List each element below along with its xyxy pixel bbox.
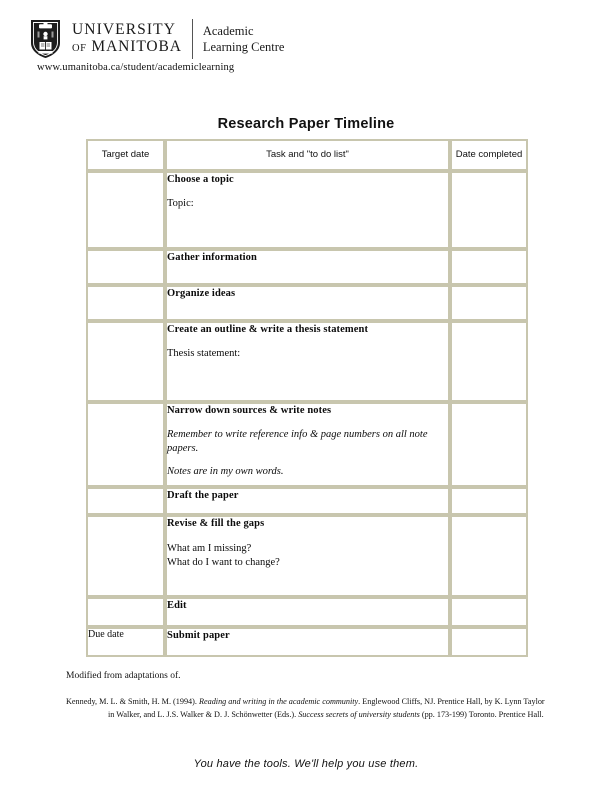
wordmark-university-name [72, 17, 192, 61]
table-row [86, 627, 528, 657]
task-title: Edit [167, 600, 187, 611]
wordmark-line-university: UNIVERSITY [72, 21, 176, 38]
date-completed-cell[interactable] [450, 515, 528, 597]
task-cell [165, 285, 450, 321]
task-title: Draft the paper [167, 490, 239, 501]
task-question: What am I missing? [167, 543, 252, 554]
department-url: www.umanitoba.ca/student/academiclearning [37, 62, 235, 73]
citation-text [66, 696, 548, 721]
date-completed-cell[interactable] [450, 487, 528, 515]
wordmark-manitoba: MANITOBA [91, 38, 182, 55]
date-completed-cell[interactable] [450, 171, 528, 249]
table-row [86, 321, 528, 402]
table-header-row [86, 139, 528, 171]
citation-block [66, 696, 548, 721]
task-title: Choose a topic [167, 174, 234, 185]
university-wordmark [72, 17, 284, 61]
task-note-italic: Notes are in my own words. [167, 466, 284, 477]
task-cell [165, 402, 450, 487]
research-paper-timeline-table [86, 139, 528, 657]
task-cell [165, 515, 450, 597]
target-date-cell[interactable] [86, 515, 165, 597]
university-crest-icon [30, 19, 61, 59]
date-completed-cell[interactable] [450, 627, 528, 657]
task-cell [165, 597, 450, 627]
task-title: Narrow down sources & write notes [167, 405, 332, 416]
source-note: Modified from adaptations of. [66, 671, 181, 681]
task-cell [165, 249, 450, 285]
wordmark-line-manitoba [72, 38, 182, 57]
table-row [86, 249, 528, 285]
citation-title-italic: Reading and writing in the academic community [198, 697, 359, 706]
table-row [86, 597, 528, 627]
wordmark-unit-name [193, 17, 285, 61]
task-title: Submit paper [167, 630, 230, 641]
task-cell [165, 321, 450, 402]
citation-publisher: . Englewood Cliffs, NJ. Prentice [358, 697, 465, 706]
date-completed-cell[interactable] [450, 285, 528, 321]
wordmark-learning-centre: Learning Centre [202, 40, 285, 54]
target-date-cell[interactable]: Due date [86, 627, 165, 657]
target-date-cell[interactable] [86, 321, 165, 402]
target-date-cell[interactable] [86, 285, 165, 321]
table-row [86, 402, 528, 487]
date-completed-cell[interactable] [450, 597, 528, 627]
target-date-cell[interactable] [86, 487, 165, 515]
task-title: Revise & fill the gaps [167, 518, 265, 529]
task-cell [165, 627, 450, 657]
task-title: Create an outline & write a thesis statement [167, 324, 369, 335]
target-date-cell[interactable] [86, 249, 165, 285]
date-completed-cell[interactable] [450, 402, 528, 487]
tagline: You have the tools. We'll help you use them. [193, 758, 419, 770]
citation-authors: Kennedy, M. L. & Smith, H. M. (1994). [66, 697, 199, 706]
task-question: What do I want to change? [167, 557, 280, 568]
citation-editors: Hall, by K. Lynn Taylor in Walker, and L. J.S. Walker & D. J. Schönwetter (Eds.). [108, 697, 545, 719]
column-header-task: Task and "to do list" [165, 139, 450, 171]
table-row [86, 171, 528, 249]
task-cell [165, 171, 450, 249]
citation-book-italic-cont: students [392, 709, 420, 719]
target-date-cell[interactable] [86, 171, 165, 249]
citation-book-italic: Success secrets of university [298, 709, 391, 719]
task-cell [165, 487, 450, 515]
table-row [86, 515, 528, 597]
wordmark-academic: Academic [202, 24, 254, 38]
task-title: Organize ideas [167, 288, 236, 299]
table-row [86, 487, 528, 515]
task-note: Thesis statement: [167, 348, 241, 359]
target-date-cell[interactable] [86, 402, 165, 487]
task-title: Gather information [167, 252, 257, 263]
task-note: Topic: [167, 198, 194, 209]
page-title: Research Paper Timeline [217, 116, 395, 132]
column-header-date-completed: Date completed [450, 139, 528, 171]
date-completed-cell[interactable] [450, 321, 528, 402]
university-branding [30, 16, 284, 62]
target-date-cell[interactable] [86, 597, 165, 627]
column-header-target-date: Target date [86, 139, 165, 171]
date-completed-cell[interactable] [450, 249, 528, 285]
citation-pages: (pp. 173-199) Toronto. Prentice Hall. [419, 709, 544, 719]
wordmark-of: OF [72, 43, 87, 54]
task-note-italic: Remember to write reference info & page numbers on all note papers. [167, 429, 428, 454]
page-header [0, 0, 612, 96]
table-row [86, 285, 528, 321]
